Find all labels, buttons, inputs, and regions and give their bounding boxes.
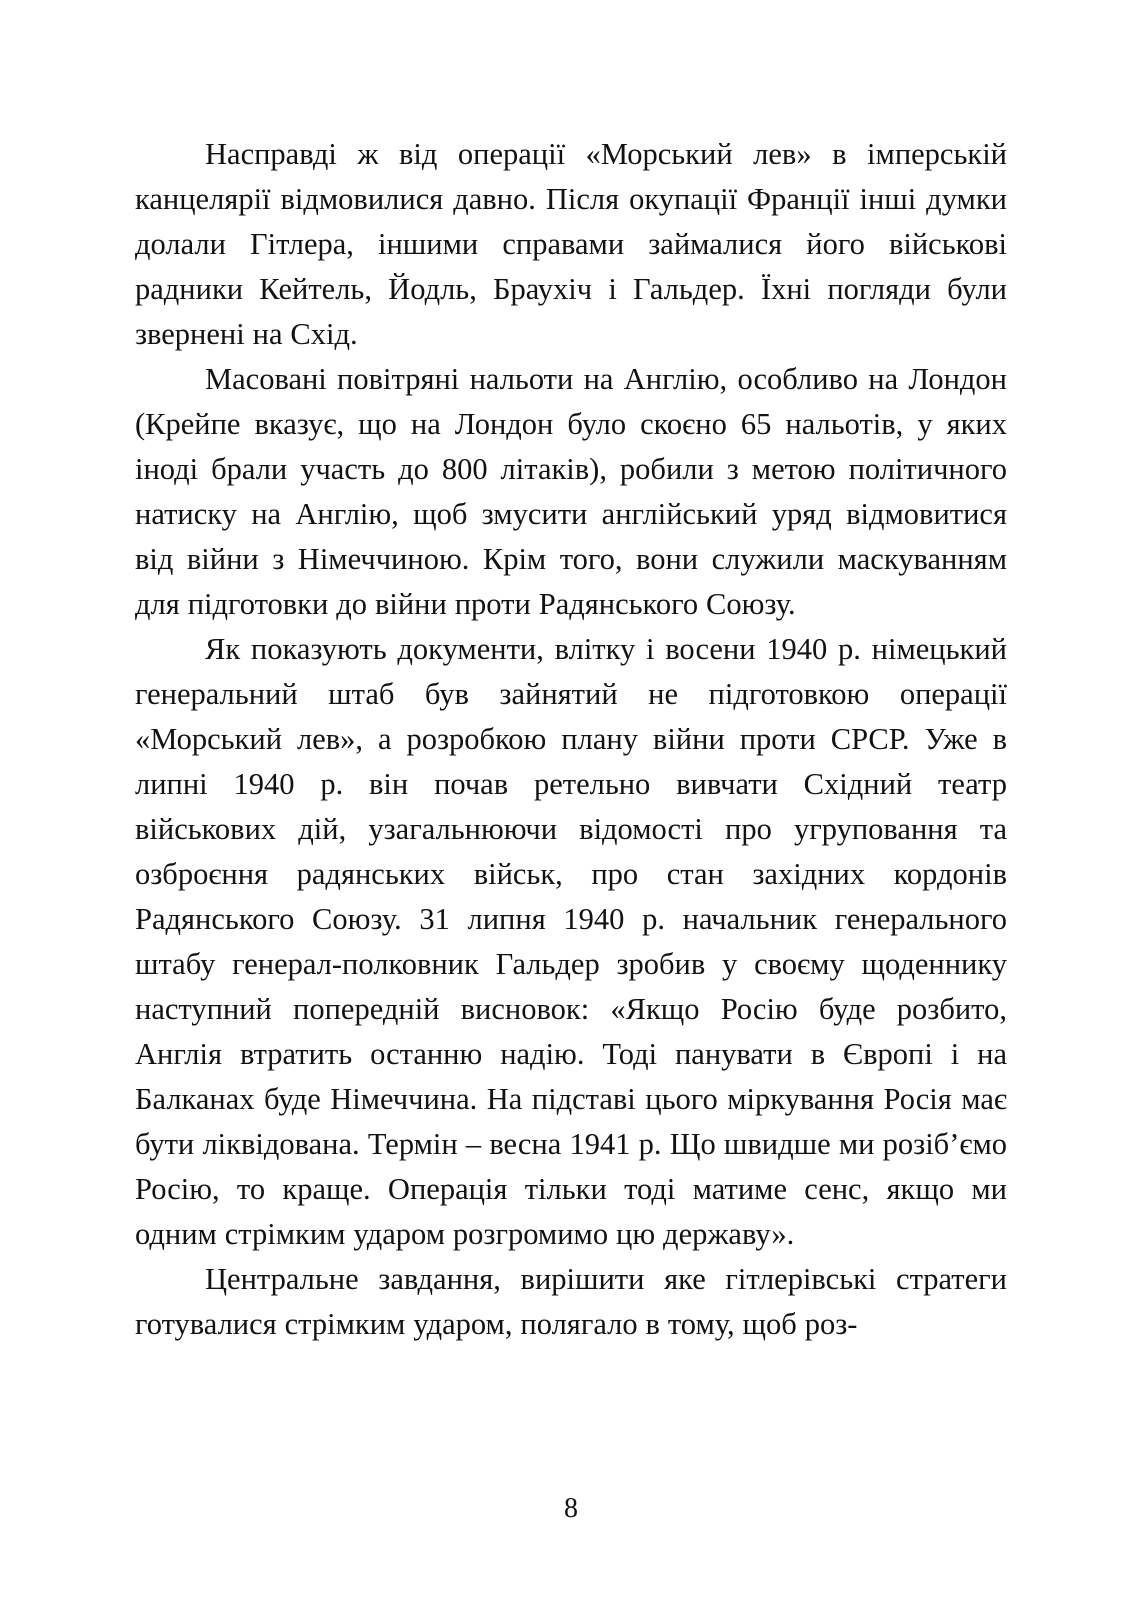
body-paragraph-1: Насправді ж від операції «Морський лев» в імперській канцелярії відмовилися давно. Після окупації Франції інші думки долали Гітлера, іншими справами займалися його військові радники Кейтель, Йодль, Браухіч і Гальдер. Їхні погляди були звернені на Схід. xyxy=(135,137,1007,351)
body-paragraph-3: Як показують документи, влітку і восени 1940 р. німецький генеральний штаб був зайнятий не підготовкою операції «Морський лев», а розробкою плану війни проти СРСР. Уже в липні 1940 р. він почав ретельно вивчати Східний театр військових дій, узагальнюючи відомості про угруповання та озброєння радянських військ, про стан західних кордонів Радянського Союзу. 31 липня 1940 р. начальник генерального штабу генерал-полковник Гальдер зробив у своєму щоденнику наступний попередній висновок: «Якщо Росію буде розбито, Англія втратить останню надію. Тоді панувати в Європі і на Балканах буде Німеччина. На підставі цього міркування Росія має бути ліквідована. Термін – весна 1941 р. Що швидше ми розіб’ємо Росію, то краще. Операція тільки тоді матиме сенс, якщо ми одним стрімким ударом розгромимо цю державу». xyxy=(135,632,1007,1251)
body-paragraph-4: Центральне завдання, вирішити яке гітлерівські стратеги готувалися стрімким ударом, полягало в тому, щоб роз- xyxy=(135,1262,1007,1341)
body-text-column xyxy=(135,132,1007,1347)
body-paragraph-2: Масовані повітряні нальоти на Англію, особливо на Лондон (Крейпе вказує, що на Лондон було скоєно 65 нальотів, у яких іноді брали участь до 800 літаків), робили з метою політичного натиску на Англію, щоб змусити англійський уряд відмовитися від війни з Німеччиною. Крім того, вони служили маскуванням для підготовки до війни проти Радянського Союзу. xyxy=(135,362,1007,621)
page-number: 8 xyxy=(564,1493,578,1524)
